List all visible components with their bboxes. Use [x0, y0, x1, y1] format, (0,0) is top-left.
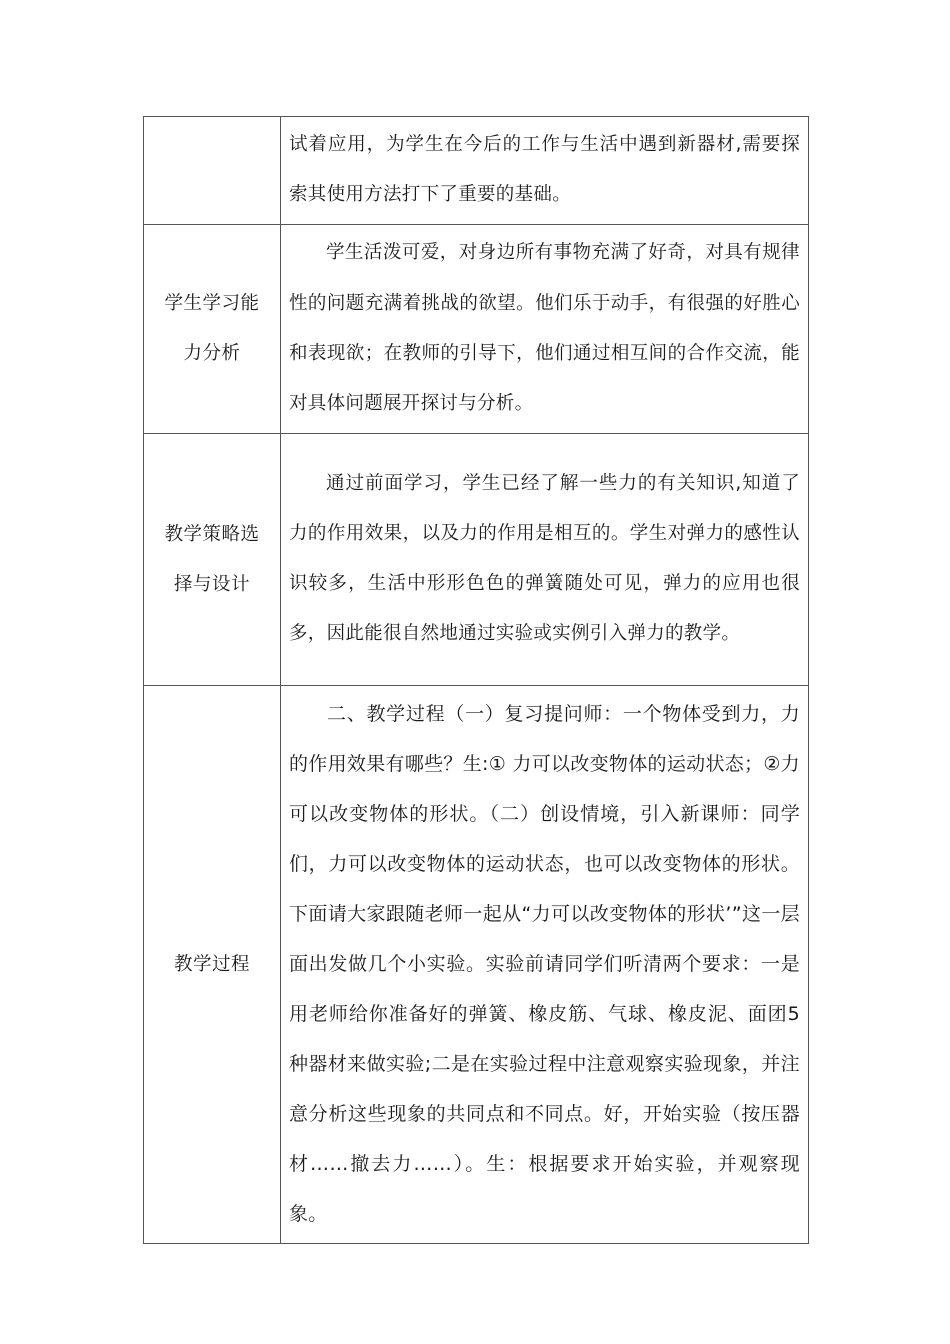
paragraph: 试着应用，为学生在今后的工作与生活中遇到新器材,需要探索其使用方法打下了重要的基础。 [289, 134, 800, 206]
row-content [281, 686, 809, 1244]
table-row [144, 225, 809, 434]
row-label: 学生学习能力分析 [144, 225, 281, 434]
table-row [144, 117, 809, 225]
row-content [281, 434, 809, 686]
table-row [144, 686, 809, 1244]
row-label: 教学过程 [144, 686, 281, 1244]
document-table [143, 116, 809, 1244]
row-label: 教学策略选择与设计 [144, 434, 281, 686]
paragraph: 学生活泼可爱，对身边所有事物充满了好奇，对具有规律性的问题充满着挑战的欲望。他们乐于动手，有很强的好胜心和表现欲；在教师的引导下，他们通过相互间的合作交流，能对具体问题展开探讨与分析。 [289, 242, 800, 415]
row-content [281, 225, 809, 434]
row-label [144, 117, 281, 225]
table-row [144, 434, 809, 686]
paragraph: 二、教学过程（一）复习提问师：一个物体受到力，力的作用效果有哪些？生:① 力可以改变物体的运动状态；②力可以改变物体的形状。（二）创设情境，引入新课师：同学们，力可以改变物体的运动状态，也可以改变物体的形状。下面请大家跟随老师一起从“力可以改变物体的形状’”这一层面出发做几个小实验。实验前请同学们听清两个要求：一是用老师给你准备好的弹簧、橡皮筋、气球、橡皮泥、面团5种器材来做实验;二是在实验过程中注意观察实验现象，并注意分析这些现象的共同点和不同点。好，开始实验（按压器材……撤去力……）。生：根据要求开始实验，并观察现象。 [289, 703, 800, 1226]
paragraph: 通过前面学习，学生已经了解一些力的有关知识,知道了力的作用效果，以及力的作用是相互的。学生对弹力的感性认识较多，生活中形形色色的弹簧随处可见，弹力的应用也很多，因此能很自然地通过实验或实例引入弹力的教学。 [289, 472, 800, 645]
row-content [281, 117, 809, 225]
